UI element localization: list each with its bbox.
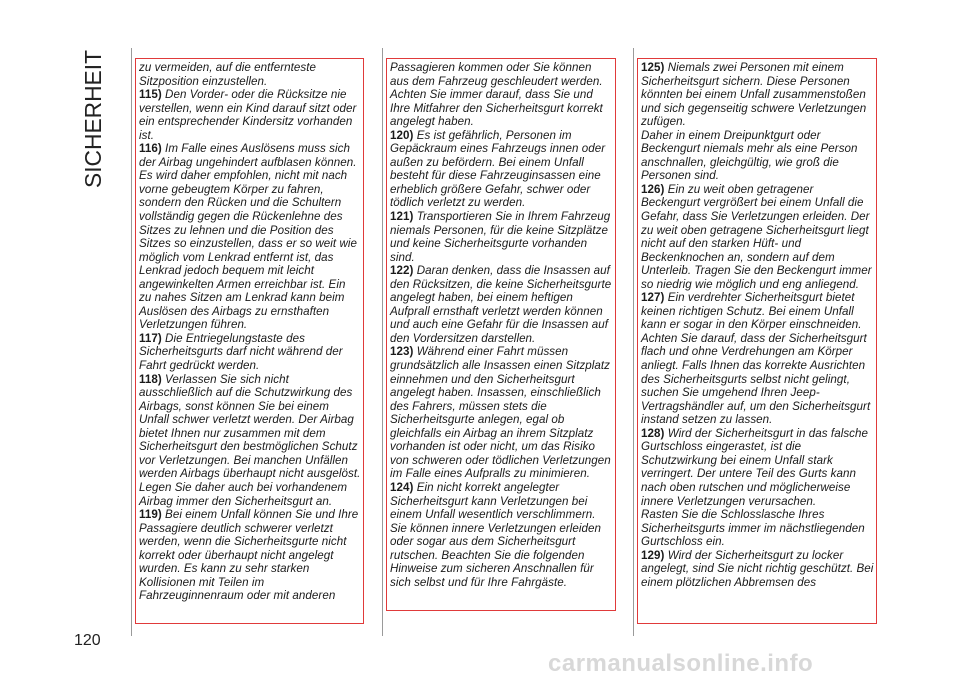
- column-guide-3: [633, 48, 634, 636]
- page-number: 120: [74, 632, 101, 649]
- warning-paragraph: [139, 332, 361, 373]
- warning-text: Die Entriegelungstaste des Sicherheitsgurts darf nicht während der Fahrt gedrückt werden.: [139, 331, 343, 373]
- warning-number: 129): [641, 548, 665, 562]
- warning-text: Transportieren Sie in Ihrem Fahrzeug niemals Personen, für die keine Sitzplätze und keine Sicherheitsgurte vorhanden sind.: [390, 210, 611, 264]
- warning-paragraph: [641, 183, 874, 291]
- warning-text: Passagieren kommen oder Sie können aus dem Fahrzeug geschleudert werden. Achten Sie immer darauf, dass Sie und Ihre Mitfahrer den Sicherheitsgurt korrekt angelegt haben.: [390, 61, 603, 129]
- warning-paragraph: [390, 210, 613, 264]
- column-guide-2: [382, 48, 383, 636]
- warning-paragraph: [641, 129, 874, 183]
- watermark: carmanualsonline.info: [548, 650, 814, 677]
- warning-number: 121): [390, 210, 414, 224]
- warning-paragraph: [390, 129, 613, 210]
- warning-number: 126): [641, 182, 665, 196]
- warning-number: 116): [139, 142, 162, 156]
- text-column-1: [135, 58, 365, 603]
- warning-text: Während einer Fahrt müssen grundsätzlich alle Insassen einen Sitzplatz einnehmen und den Sicherheitsgurt angelegt haben. Insassen, einschließlich des Fahrers, müssen stets die Sicherheitsgurte anlegen, egal ob gleichfalls ein Airbag an ihrem Sitzplatz vorhanden ist oder nicht, um das Risiko von schweren oder tödlichen Verletzungen im Falle eines Aufpralls zu minimieren.: [390, 345, 611, 481]
- text-column-2: [386, 58, 617, 589]
- warning-paragraph: [641, 291, 874, 426]
- warning-text: Ein zu weit oben getragener Beckengurt vergrößert bei einem Unfall die Gefahr, dass Sie Verletzungen erleiden. Der zu weit oben getragene Sicherheitsgurt liegt nicht auf den starken Hüft- und Beckenknochen an, sondern auf dem Unterleib. Tragen Sie den Beckengurt immer so niedrig wie möglich und eng anliegend.: [641, 182, 872, 291]
- warning-text: Rasten Sie die Schlosslasche Ihres Sicherheitsgurts immer im nächstliegenden Gurtschloss ein.: [641, 508, 865, 549]
- warning-number: 119): [139, 508, 162, 522]
- section-title-text: SICHERHEIT: [80, 48, 106, 188]
- warning-paragraph: [641, 427, 874, 508]
- warning-paragraph: [390, 61, 613, 129]
- warning-text: Daran denken, dass die Insassen auf den Rücksitzen, die keine Sicherheitsgurte angelegt haben, bei einem heftigen Aufprall ernsthaft verletzt werden können und auch eine Gefahr für die Insassen auf den Vordersitzen darstellen.: [390, 264, 612, 345]
- warning-number: 123): [390, 345, 414, 359]
- warning-number: 128): [641, 426, 665, 440]
- warning-paragraph: [139, 142, 361, 332]
- warning-paragraph: [139, 373, 361, 508]
- warning-paragraph: [390, 481, 613, 589]
- warning-paragraph: [641, 508, 874, 549]
- warning-text: Niemals zwei Personen mit einem Sicherheitsgurt sichern. Diese Personen könnten bei einem Unfall zusammenstoßen und sich gegenseitig schwere Verletzungen zufügen.: [641, 61, 867, 129]
- warning-paragraph: [139, 508, 361, 603]
- warning-text: Daher in einem Dreipunktgurt oder Beckengurt niemals mehr als eine Person anschnallen, gleichgültig, wie groß die Personen sind.: [641, 128, 858, 183]
- warning-text: Ein nicht korrekt angelegter Sicherheitsgurt kann Verletzungen bei einem Unfall wesentlich verschlimmern. Sie können innere Verletzungen erleiden oder sogar aus dem Sicherheitsgurt rutschen. Beachten Sie die folgenden Hinweise zum sicheren Anschnallen für sich selbst und für Ihre Fahrgäste.: [390, 480, 601, 589]
- warning-number: 124): [390, 480, 414, 494]
- column-guide-1: [131, 48, 132, 636]
- warning-text: Verlassen Sie sich nicht ausschließlich auf die Schutzwirkung des Airbags, sonst können Sie bei einem Unfall schwer verletzt werden. Der Airbag bietet Ihnen nur zusammen mit dem Sicherheitsgurt den bestmöglichen Schutz vor Verletzungen. Bei manchen Unfällen werden Airbags überhaupt nicht ausgelöst. Legen Sie daher auch bei vorhandenem Airbag immer den Sicherheitsgurt an.: [139, 372, 361, 508]
- warning-text: Es ist gefährlich, Personen im Gepäckraum eines Fahrzeugs innen oder außen zu befördern. Bei einem Unfall besteht für diese Fahrzeuginsassen eine erheblich größere Gefahr, schwer oder tödlich verletzt zu werden.: [390, 128, 606, 210]
- warning-number: 120): [390, 128, 414, 142]
- warning-text: Den Vorder- oder die Rücksitze nie verstellen, wenn ein Kind darauf sitzt oder ein entsprechender Kindersitz vorhanden ist.: [139, 88, 357, 142]
- warning-text: Bei einem Unfall können Sie und Ihre Passagiere deutlich schwerer verletzt werden, wenn die Sicherheitsgurte nicht korrekt oder überhaupt nicht angelegt wurden. Es kann zu sehr starken Kollisionen mit Teilen im Fahrzeuginnenraum oder mit anderen: [139, 508, 359, 603]
- warning-number: 125): [641, 61, 665, 74]
- warning-text: Wird der Sicherheitsgurt in das falsche Gurtschloss eingerastet, ist die Schutzwirkung bei einem Unfall stark verringert. Der untere Teil des Gurts kann nach oben rutschen und möglicherweise innere Verletzungen verursachen.: [641, 426, 869, 508]
- warning-number: 122): [390, 264, 414, 278]
- warning-text: Wird der Sicherheitsgurt zu locker angelegt, sind Sie nicht richtig geschützt. Bei einem plötzlichen Abbremsen des: [641, 548, 874, 589]
- warning-text: Im Falle eines Auslösens muss sich der Airbag ungehindert aufblasen können. Es wird daher empfohlen, nicht mit nach vorne gebeugtem Körper zu fahren, sondern den Rücken und die Schultern vollständig gegen die Rückenlehne des Sitzes zu lehnen und die Position des Sitzes so einzustellen, dass er so weit wie möglich vom Lenkrad entfernt ist, das Lenkrad jedoch bequem mit leicht angewinkelten Armen erreichbar ist. Ein zu nahes Sitzen am Lenkrad kann beim Auslösen des Airbags zu ernsthaften Verletzungen führen.: [139, 142, 358, 332]
- warning-number: 117): [139, 331, 162, 345]
- warning-number: 118): [139, 372, 162, 386]
- warning-paragraph: [390, 345, 613, 480]
- warning-text: zu vermeiden, auf die entfernteste Sitzposition einzustellen.: [139, 61, 316, 88]
- warning-paragraph: [641, 61, 874, 129]
- warning-number: 115): [139, 88, 162, 102]
- warning-number: 127): [641, 291, 665, 305]
- warning-paragraph: [641, 549, 874, 590]
- warning-paragraph: [139, 88, 361, 142]
- text-column-3: [637, 58, 878, 589]
- warning-paragraph: [390, 264, 613, 345]
- warning-paragraph: [139, 61, 361, 88]
- section-title: [73, 48, 107, 188]
- warning-text: Ein verdrehter Sicherheitsgurt bietet keinen richtigen Schutz. Bei einem Unfall kann er sogar in den Körper einschneiden. Achten Sie darauf, dass der Sicherheitsgurt flach und ohne Verdrehungen am Körper anliegt. Falls Ihnen das korrekte Ausrichten des Sicherheitsgurts selbst nicht gelingt, suchen Sie umgehend Ihren Jeep-Vertragshändler auf, um den Sicherheitsgurt instand setzen zu lassen.: [641, 291, 871, 427]
